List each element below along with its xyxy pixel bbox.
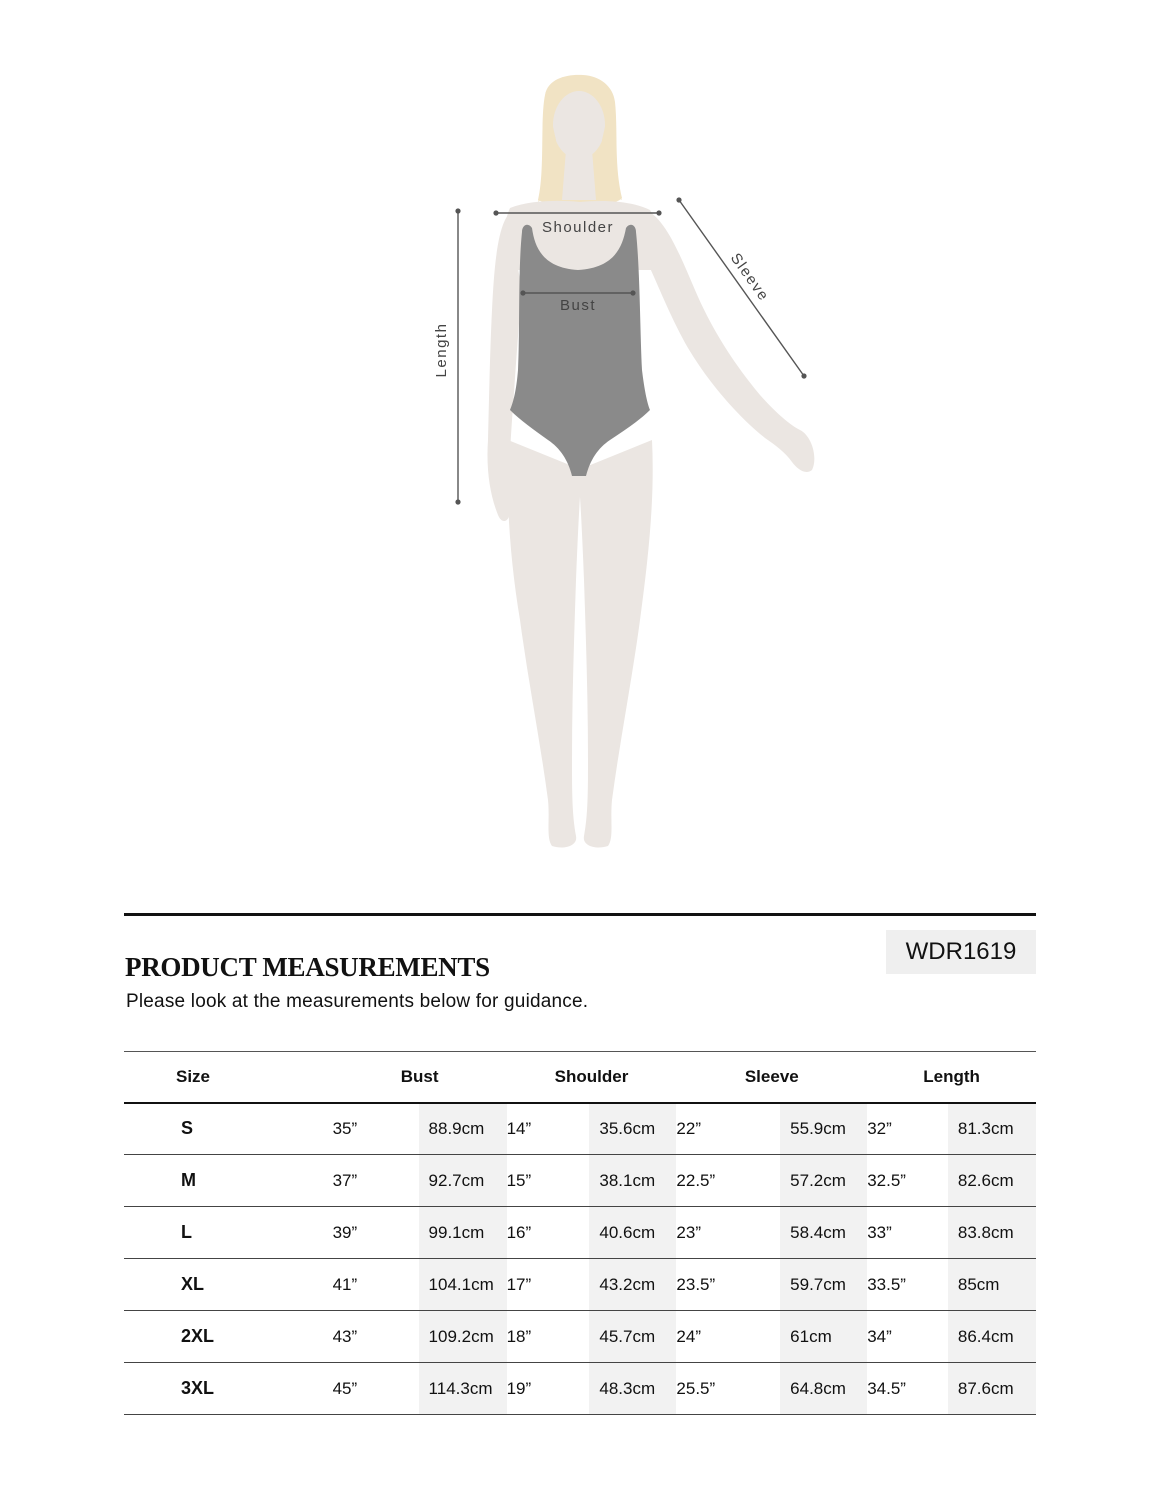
- shoulder-cm-cell: 40.6cm: [589, 1207, 676, 1259]
- length-cm-cell: 85cm: [948, 1259, 1036, 1311]
- table-row: [124, 1363, 1036, 1415]
- sleeve-cm-cell: 59.7cm: [780, 1259, 867, 1311]
- length-guide-label: Length: [433, 322, 450, 378]
- bust-inches-cell: 41”: [332, 1274, 358, 1294]
- bust-cm-cell: 114.3cm: [419, 1363, 507, 1415]
- bust-inches-cell: 39”: [332, 1222, 358, 1242]
- shoulder-inches-cell: 17”: [506, 1274, 532, 1294]
- section-divider: [124, 913, 1036, 916]
- length-inches-cell: 32.5”: [867, 1170, 906, 1190]
- table-row: [124, 1311, 1036, 1363]
- size-cell: L: [181, 1222, 192, 1242]
- column-header-length: Length: [867, 1052, 1036, 1103]
- shoulder-cm-cell: 43.2cm: [589, 1259, 676, 1311]
- length-inches-cell: 33”: [867, 1222, 892, 1242]
- bust-cm-cell: 92.7cm: [419, 1155, 507, 1207]
- shoulder-guide-label: Shoulder: [541, 219, 615, 236]
- shoulder-cm-cell: 38.1cm: [589, 1155, 676, 1207]
- sleeve-inches-cell: 23”: [676, 1222, 701, 1242]
- sleeve-guide-label: Sleeve: [726, 250, 773, 305]
- size-chart-table: [124, 1051, 1036, 1415]
- shoulder-inches-cell: 18”: [506, 1326, 532, 1346]
- sleeve-cm-cell: 64.8cm: [780, 1363, 867, 1415]
- length-cm-cell: 87.6cm: [948, 1363, 1036, 1415]
- table-row: [124, 1207, 1036, 1259]
- column-header-sleeve: Sleeve: [676, 1052, 867, 1103]
- length-cm-cell: 86.4cm: [948, 1311, 1036, 1363]
- size-cell: 3XL: [181, 1378, 215, 1398]
- shoulder-inches-cell: 19”: [506, 1378, 532, 1398]
- shoulder-cm-cell: 45.7cm: [589, 1311, 676, 1363]
- sleeve-cm-cell: 57.2cm: [780, 1155, 867, 1207]
- table-row: [124, 1103, 1036, 1155]
- column-header-bust: Bust: [333, 1052, 507, 1103]
- length-cm-cell: 82.6cm: [948, 1155, 1036, 1207]
- sleeve-cm-cell: 55.9cm: [780, 1103, 867, 1155]
- length-inches-cell: 34.5”: [867, 1378, 906, 1398]
- size-cell: M: [181, 1170, 196, 1190]
- shoulder-inches-cell: 16”: [506, 1222, 532, 1242]
- bust-inches-cell: 35”: [332, 1118, 358, 1138]
- size-cell: S: [181, 1118, 194, 1139]
- table-header-row: [124, 1052, 1036, 1103]
- model-body: [487, 75, 814, 848]
- shoulder-inches-cell: 14”: [506, 1118, 532, 1138]
- table-row: [124, 1259, 1036, 1311]
- length-inches-cell: 32”: [867, 1118, 892, 1138]
- sleeve-cm-cell: 58.4cm: [780, 1207, 867, 1259]
- size-cell: XL: [181, 1274, 205, 1294]
- shoulder-inches-cell: 15”: [506, 1170, 532, 1190]
- bust-cm-cell: 109.2cm: [419, 1311, 507, 1363]
- bust-inches-cell: 45”: [332, 1378, 358, 1398]
- bust-inches-cell: 37”: [332, 1170, 358, 1190]
- column-header-shoulder: Shoulder: [507, 1052, 677, 1103]
- length-cm-cell: 81.3cm: [948, 1103, 1036, 1155]
- shoulder-cm-cell: 48.3cm: [589, 1363, 676, 1415]
- sleeve-cm-cell: 61cm: [780, 1311, 867, 1363]
- sleeve-inches-cell: 23.5”: [676, 1274, 716, 1294]
- sleeve-inches-cell: 22”: [676, 1118, 701, 1138]
- length-cm-cell: 83.8cm: [948, 1207, 1036, 1259]
- column-header-size: Size: [124, 1052, 333, 1103]
- bust-inches-cell: 43”: [332, 1326, 358, 1346]
- length-inches-cell: 33.5”: [867, 1274, 906, 1294]
- page-subtitle: Please look at the measurements below for guidance.: [126, 991, 589, 1012]
- length-inches-cell: 34”: [867, 1326, 892, 1346]
- bust-cm-cell: 99.1cm: [419, 1207, 507, 1259]
- bust-cm-cell: 88.9cm: [419, 1103, 507, 1155]
- page-title: PRODUCT MEASUREMENTS: [125, 952, 490, 982]
- bust-guide-label: Bust: [559, 297, 597, 314]
- sleeve-inches-cell: 24”: [676, 1326, 701, 1346]
- sleeve-inches-cell: 25.5”: [676, 1378, 716, 1398]
- shoulder-cm-cell: 35.6cm: [589, 1103, 676, 1155]
- table-row: [124, 1155, 1036, 1207]
- sleeve-inches-cell: 22.5”: [676, 1170, 716, 1190]
- bust-cm-cell: 104.1cm: [419, 1259, 507, 1311]
- product-code-badge: WDR1619: [886, 930, 1036, 974]
- size-cell: 2XL: [181, 1326, 215, 1346]
